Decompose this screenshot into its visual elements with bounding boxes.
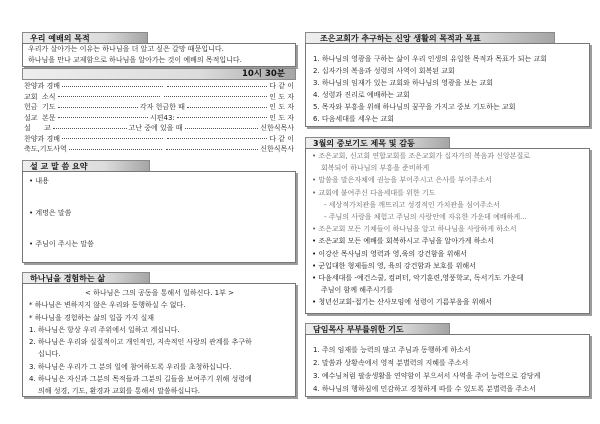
worship-purpose-title: 우리 예배의 목적 <box>22 32 148 44</box>
sermon-bullet: • 주님이 주시는 말씀 <box>29 240 94 248</box>
goal-item: 3. 하나님의 임재가 있는 교회와 하나님의 영광을 보는 교회 <box>313 79 494 87</box>
sermon-bullet: • 내용 <box>29 177 49 185</box>
service-detail: 고난 중에 있을 때 <box>128 124 183 133</box>
prayer-line: • 이강산 목사님의 영력과 영,육의 강건함을 위해서 <box>312 249 467 258</box>
goal-item: 4. 성령과 진리로 예배하는 교회 <box>313 91 410 99</box>
worship-purpose-line: 우리가 살아가는 이유는 하나님을 더 알고 싶은 갈망 때문입니다. <box>28 45 224 53</box>
service-leader: 다 같 이 <box>269 134 295 143</box>
service-item: 축도,기도사역 <box>24 145 67 154</box>
service-leader: 인 도 자 <box>269 113 295 122</box>
pastor-prayer-title: 담임목사 부부를위한 기도 <box>305 323 450 335</box>
prayer-topics-box <box>305 148 590 314</box>
prayer-line: - 세상적가치관을 깨뜨리고 성경적인 가치관을 심어주소서 <box>324 200 500 209</box>
service-item: 교회 소식 <box>24 92 56 101</box>
service-leader: 다 같 이 <box>269 82 295 91</box>
service-row <box>24 113 294 124</box>
service-header <box>22 68 296 80</box>
pastor-prayer-item: 2. 말씀과 상황속에서 영적 분별력의 지혜를 주소서 <box>313 359 469 367</box>
service-row <box>24 81 294 92</box>
pastor-prayer-item: 3. 예수님처럼 팔송생활을 연약함이 부으셔서 사역을 주어 능력으로 감당케 <box>313 372 541 380</box>
experiencing-god-title: 하나님을 경험하는 삶 <box>22 272 150 284</box>
prayer-line: • 청년선교회-접기는 산사모임에 성령이 기름부음을 위해서 <box>312 298 493 307</box>
service-item: 설 교 <box>24 124 51 133</box>
pastor-prayer-item: 4. 하나님의 행하심에 민감하고 경청하게 따를 수 있도록 분별력을 주소서 <box>313 385 536 393</box>
service-item: 찬양과 경배 <box>24 134 61 143</box>
service-row <box>24 102 294 113</box>
service-row <box>24 92 294 103</box>
prayer-line: • 조은교회 모든 예배를 회복하시고 주님을 알아가게 하소서 <box>312 237 494 246</box>
service-detail: 시편43: <box>149 113 175 122</box>
church-goals-box <box>305 43 590 127</box>
experiencing-god-line: 의해 성경, 기도, 환경과 교회를 통해서 말씀하십니다. <box>38 387 201 396</box>
experiencing-god-line: 2. 하나님은 우리와 실질적이고 개인적인, 지속적인 사랑의 관계를 추구하 <box>29 338 252 347</box>
prayer-line: - 주님의 사랑을 체험고 주님의 사랑안에 자유한 가운데 예배하게... <box>324 213 527 222</box>
sermon-summary-box <box>22 171 296 263</box>
prayer-line: • 다음세대를 -예건스쿨, 컴퍼터, 악기훈련,영풍학교, 독서기도 가운데 <box>312 274 524 283</box>
experiencing-god-box <box>22 283 296 397</box>
service-detail: 각자 헌금한 때 <box>139 103 185 112</box>
worship-purpose-box <box>22 43 296 67</box>
service-row <box>24 144 294 155</box>
service-time: 10시 30분 <box>241 69 285 79</box>
experiencing-god-line: 4. 하나님은 자신과 그분의 목적들과 그분의 길들을 보여주기 위해 성령에 <box>29 375 252 384</box>
experiencing-god-line: * 하나님은 변하지지 않은 우리와 동행하실 수 없다. <box>29 301 186 310</box>
service-item: 설교 본문 <box>24 113 56 122</box>
service-row <box>24 123 294 134</box>
service-order <box>24 81 294 155</box>
prayer-topics-title: 3월의 중보기도 제목 및 감동 <box>305 137 450 149</box>
experiencing-god-line: 1. 하나님은 항상 우리 주위에서 일하고 계십니다. <box>29 325 180 334</box>
prayer-line: • 교회에 붙여주신 다음세대를 위한 기도 <box>312 188 436 197</box>
service-item: 찬양과 경배 <box>24 82 61 91</box>
pastor-prayer-item: 1. 주의 임재를 능력의 많고 주님과 동행하게 하소서 <box>313 346 471 354</box>
pastor-prayer-box <box>305 334 590 397</box>
goal-item: 1. 하나님의 영광을 구하는 삶이 우리 인생의 유일한 목적과 목표가 되는 교회 <box>313 55 548 63</box>
service-item: 헌금 기도 <box>24 103 56 112</box>
prayer-line: • 군입대한 형제들의 영, 육의 강건함과 보호를 위해서 <box>312 261 476 270</box>
prayer-line: • 조은교회 모든 기체들이 하나님을 알고 하나님을 사랑하게 하소서 <box>312 225 517 234</box>
church-goals-title: 조은교회가 추구하는 신앙 생활의 목적과 목표 <box>305 32 555 44</box>
service-leader: 신한식목사 <box>260 145 294 154</box>
sermon-bullet: • 계명은 말씀 <box>29 209 72 217</box>
experiencing-god-line: * 하나님을 경험하는 삶의 일곱 가지 실재 <box>29 313 155 322</box>
prayer-line: 회복되어 하나님의 부흥을 준비하게 <box>321 164 430 173</box>
service-row <box>24 134 294 145</box>
experiencing-god-subtitle: < 하나님은 그의 공동을 통해서 일하신다. 1부 > <box>85 289 234 297</box>
prayer-line: • 조은교회, 신고회 연합교회를 조은교회가 십자가의 복음과 신앙본질로 <box>312 152 531 160</box>
prayer-line: 주님이 함께 해주시기를 <box>321 286 394 295</box>
service-leader: 신한식목사 <box>260 124 295 133</box>
goal-item: 6. 다음세대를 세우는 교회 <box>313 115 394 123</box>
experiencing-god-line: 3. 하나님은 우리가 그 분의 일에 참여하도록 우리를 초청하십니다. <box>29 362 232 371</box>
sermon-summary-title: 설 교 말 씀 요약 <box>22 160 150 172</box>
service-leader: 인 도 자 <box>269 92 294 101</box>
prayer-line: • 말씀을 말은자체에 권능을 부어주시고 은사를 부어주소서 <box>312 176 492 185</box>
goal-item: 5. 목자와 부흥을 위해 하나님의 꿈꾸을 가지고 중보 기도하는 교회 <box>313 103 516 111</box>
worship-purpose-line: 하나님을 만나 교제함으로 하나님을 알아가는 것이 예배의 목적입니다. <box>28 56 242 64</box>
experiencing-god-line: 십니다. <box>38 350 61 359</box>
service-leader: 인 도 자 <box>269 103 294 112</box>
goal-item: 2. 십자가의 복음과 성령의 사역이 회복된 교회 <box>313 67 455 75</box>
